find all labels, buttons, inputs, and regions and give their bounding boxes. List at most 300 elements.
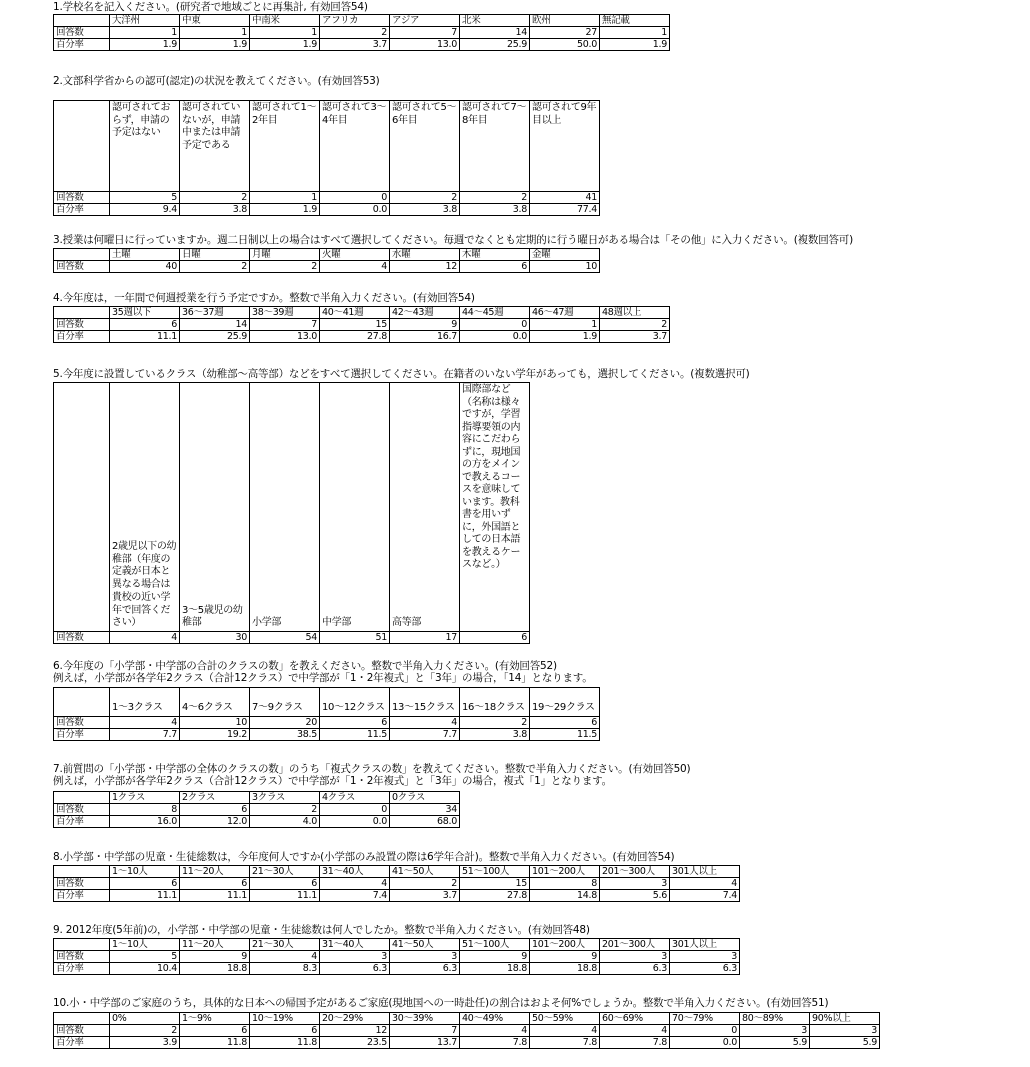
question-9-title	[53, 924, 590, 936]
table-cell: 13.7	[390, 1037, 460, 1049]
column-header: 21～30人	[250, 939, 320, 951]
table-cell: 7.4	[320, 890, 390, 902]
column-header: 10～19%	[250, 1013, 320, 1025]
column-header: 36～37週	[180, 307, 250, 319]
table-cell: 11.1	[250, 890, 320, 902]
column-header: 40～41週	[320, 307, 390, 319]
table-cell: 5.9	[740, 1037, 810, 1049]
column-header: 19～29クラス	[530, 688, 600, 717]
column-header: 44～45週	[460, 307, 530, 319]
table-cell: 13.0	[390, 39, 460, 51]
question-1-title	[53, 1, 368, 13]
table-cell: 6.3	[390, 963, 460, 975]
question-2-title	[53, 75, 380, 87]
row-label: 百分率	[54, 816, 110, 828]
table-row	[54, 331, 670, 343]
table-cell: 0.0	[320, 204, 390, 216]
column-header: アジア	[390, 15, 460, 27]
table-cell: 5	[110, 192, 180, 204]
table-row	[54, 816, 460, 828]
table-cell: 1.9	[250, 204, 320, 216]
row-label: 百分率	[54, 331, 110, 343]
table-cell: 2	[460, 717, 530, 729]
question-9-table	[53, 938, 740, 975]
column-header: 認可されて7～8年目	[460, 101, 530, 192]
question-5-table	[53, 382, 530, 644]
corner-cell	[54, 249, 110, 261]
question-1-table	[53, 14, 670, 51]
corner-cell	[54, 15, 110, 27]
table-cell: 9	[530, 951, 600, 963]
table-cell: 3	[390, 951, 460, 963]
table-header-row	[54, 101, 600, 192]
column-header: 高等部	[390, 383, 460, 632]
table-cell: 7	[390, 27, 460, 39]
question-title: 8.小学部・中学部の児童・生徒総数は，今年度何人ですか(小学部のみ設置の際は6学年合計)。整数で半角入力ください。(有効回答54)	[53, 851, 675, 863]
table-row	[54, 890, 740, 902]
column-header: 小学部	[250, 383, 320, 632]
table-cell: 0	[460, 319, 530, 331]
row-label: 回答数	[54, 951, 110, 963]
table-cell: 8	[530, 878, 600, 890]
row-label: 回答数	[54, 192, 110, 204]
table-cell: 3	[810, 1025, 880, 1037]
column-header: 日曜	[180, 249, 250, 261]
column-header: 301人以上	[670, 866, 740, 878]
table-cell: 54	[250, 632, 320, 644]
table-cell: 2	[390, 878, 460, 890]
column-header: 認可されて3～4年目	[320, 101, 390, 192]
table-cell: 38.5	[250, 729, 320, 741]
table-cell: 8.3	[250, 963, 320, 975]
corner-cell	[54, 101, 110, 192]
table-cell: 6	[320, 717, 390, 729]
column-header: 国際部など（名称は様々ですが，学習指導要領の内容にこだわらずに，現地国の方をメインで教えるコースを意味しています。教科書を用いずに，外国語としての日本語を教えるケースなど。）	[460, 383, 530, 632]
column-header: 50～59%	[530, 1013, 600, 1025]
table-cell: 3.8	[460, 204, 530, 216]
table-cell: 12	[390, 261, 460, 273]
table-cell: 0.0	[320, 816, 390, 828]
table-row	[54, 1025, 880, 1037]
table-cell: 2	[460, 192, 530, 204]
table-cell: 1	[110, 27, 180, 39]
table-cell: 1.9	[110, 39, 180, 51]
table-row	[54, 729, 600, 741]
table-cell: 11.1	[110, 890, 180, 902]
row-label: 回答数	[54, 319, 110, 331]
table-cell: 10.4	[110, 963, 180, 975]
row-label: 回答数	[54, 632, 110, 644]
table-row	[54, 261, 600, 273]
table-cell: 0.0	[670, 1037, 740, 1049]
table-cell: 3.8	[460, 729, 530, 741]
table-cell: 6.3	[670, 963, 740, 975]
row-label: 回答数	[54, 717, 110, 729]
question-example: 例えば，小学部が各学年2クラス（合計12クラス）で中学部が「1・2年複式」と「3年」の場合，複式「1」となります。	[53, 775, 612, 787]
table-cell: 1.9	[250, 39, 320, 51]
table-cell: 3.7	[320, 39, 390, 51]
column-header: 金曜	[530, 249, 600, 261]
column-header: 1～3クラス	[110, 688, 180, 717]
table-cell: 4	[110, 717, 180, 729]
question-2-table	[53, 100, 600, 216]
column-header: 月曜	[250, 249, 320, 261]
table-cell: 25.9	[180, 331, 250, 343]
row-label: 回答数	[54, 27, 110, 39]
table-cell: 9	[390, 319, 460, 331]
table-cell: 6	[250, 1025, 320, 1037]
corner-cell	[54, 688, 110, 717]
column-header: 無記載	[600, 15, 670, 27]
question-4-title	[53, 292, 475, 304]
table-cell: 27.8	[460, 890, 530, 902]
table-cell: 2	[250, 804, 320, 816]
column-header: 大洋州	[110, 15, 180, 27]
table-cell: 14	[460, 27, 530, 39]
column-header: 2歳児以下の幼稚部（年度の定義が日本と異なる場合は貴校の近い学年で回答ください）	[110, 383, 180, 632]
column-header: 51～100人	[460, 939, 530, 951]
table-cell: 0	[320, 192, 390, 204]
corner-cell	[54, 792, 110, 804]
table-cell: 18.8	[530, 963, 600, 975]
table-cell: 2	[250, 261, 320, 273]
table-header-row	[54, 688, 600, 717]
column-header: 201～300人	[600, 866, 670, 878]
column-header: 火曜	[320, 249, 390, 261]
table-cell: 4	[320, 261, 390, 273]
table-cell: 4	[530, 1025, 600, 1037]
table-cell: 3.7	[600, 331, 670, 343]
column-header: 101～200人	[530, 866, 600, 878]
question-5-title	[53, 368, 750, 380]
table-cell: 3.8	[390, 204, 460, 216]
question-title: 9. 2012年度(5年前)の，小学部・中学部の児童・生徒総数は何人でしたか。整数で半角入力ください。(有効回答48)	[53, 924, 590, 936]
table-header-row	[54, 249, 600, 261]
table-cell: 51	[320, 632, 390, 644]
table-cell: 3.9	[110, 1037, 180, 1049]
table-row	[54, 632, 530, 644]
table-cell: 6	[110, 319, 180, 331]
table-cell: 13.0	[250, 331, 320, 343]
table-cell: 9	[460, 951, 530, 963]
column-header: 1～9%	[180, 1013, 250, 1025]
table-row	[54, 39, 670, 51]
table-cell: 4.0	[250, 816, 320, 828]
table-cell: 27.8	[320, 331, 390, 343]
table-cell: 6	[180, 878, 250, 890]
table-row	[54, 963, 740, 975]
column-header: 北米	[460, 15, 530, 27]
column-header: 認可されておらず，申請の予定はない	[110, 101, 180, 192]
table-cell: 4	[320, 878, 390, 890]
table-cell: 3	[600, 878, 670, 890]
table-row	[54, 192, 600, 204]
table-header-row	[54, 939, 740, 951]
question-7-title	[53, 763, 690, 787]
table-cell: 11.5	[530, 729, 600, 741]
table-cell: 0.0	[460, 331, 530, 343]
column-header: 3クラス	[250, 792, 320, 804]
table-cell: 14.8	[530, 890, 600, 902]
table-cell: 14	[180, 319, 250, 331]
column-header: 中南米	[250, 15, 320, 27]
question-title: 1.学校名を記入ください。(研究者で地域ごとに再集計, 有効回答54)	[53, 1, 368, 13]
table-cell: 9	[180, 951, 250, 963]
table-cell: 40	[110, 261, 180, 273]
question-title: 3.授業は何曜日に行っていますか。週二日制以上の場合はすべて選択してください。毎週でなくとも定期的に行う曜日がある場合は「その他」に入力ください。(複数回答可)	[53, 234, 853, 246]
question-title: 5.今年度に設置しているクラス（幼稚部～高等部）などをすべて選択してください。在籍者のいない学年があっても，選択してください。(複数選択可)	[53, 368, 750, 380]
row-label: 百分率	[54, 1037, 110, 1049]
table-cell: 12.0	[180, 816, 250, 828]
question-title: 6.今年度の「小学部・中学部の合計のクラスの数」を教えください。整数で半角入力ください。(有効回答52)	[53, 660, 557, 672]
column-header: 1～10人	[110, 939, 180, 951]
table-header-row	[54, 866, 740, 878]
table-cell: 20	[250, 717, 320, 729]
table-row	[54, 319, 670, 331]
table-row	[54, 951, 740, 963]
column-header: 31～40人	[320, 866, 390, 878]
table-cell: 2	[110, 1025, 180, 1037]
table-cell: 6.3	[320, 963, 390, 975]
question-8-title	[53, 851, 674, 863]
table-cell: 7.8	[530, 1037, 600, 1049]
row-label: 回答数	[54, 804, 110, 816]
table-cell: 1	[530, 319, 600, 331]
row-label: 百分率	[54, 204, 110, 216]
question-4-table	[53, 306, 670, 343]
table-header-row	[54, 383, 530, 632]
table-cell: 1	[250, 192, 320, 204]
column-header: 11～20人	[180, 866, 250, 878]
table-cell: 7.7	[390, 729, 460, 741]
table-cell: 25.9	[460, 39, 530, 51]
table-cell: 7.4	[670, 890, 740, 902]
table-cell: 2	[390, 192, 460, 204]
table-cell: 17	[390, 632, 460, 644]
table-cell: 0	[670, 1025, 740, 1037]
table-cell: 4	[460, 1025, 530, 1037]
question-6-table	[53, 687, 600, 741]
table-cell: 34	[390, 804, 460, 816]
corner-cell	[54, 383, 110, 632]
column-header: 1クラス	[110, 792, 180, 804]
table-row	[54, 204, 600, 216]
table-cell: 2	[180, 192, 250, 204]
column-header: 90%以上	[810, 1013, 880, 1025]
table-cell: 3	[320, 951, 390, 963]
column-header: 80～89%	[740, 1013, 810, 1025]
table-cell: 7.8	[600, 1037, 670, 1049]
table-cell: 1.9	[180, 39, 250, 51]
column-header: 認可されていないが，申請中または申請予定である	[180, 101, 250, 192]
column-header: 1～10人	[110, 866, 180, 878]
column-header: 4クラス	[320, 792, 390, 804]
table-cell: 9.4	[110, 204, 180, 216]
column-header: 7～9クラス	[250, 688, 320, 717]
table-cell: 27	[530, 27, 600, 39]
column-header: 土曜	[110, 249, 180, 261]
table-cell: 6	[460, 261, 530, 273]
table-cell: 10	[530, 261, 600, 273]
table-cell: 30	[180, 632, 250, 644]
question-example: 例えば，小学部が各学年2クラス（合計12クラス）で中学部が「1・2年複式」と「3年」の場合，「14」となります。	[53, 672, 593, 684]
table-cell: 77.4	[530, 204, 600, 216]
table-cell: 3	[740, 1025, 810, 1037]
table-cell: 3	[600, 951, 670, 963]
table-row	[54, 878, 740, 890]
column-header: 46～47週	[530, 307, 600, 319]
column-header: 13～15クラス	[390, 688, 460, 717]
column-header: 4～6クラス	[180, 688, 250, 717]
column-header: 35週以下	[110, 307, 180, 319]
column-header: 10～12クラス	[320, 688, 390, 717]
table-cell: 2	[320, 27, 390, 39]
column-header: 認可されて9年目以上	[530, 101, 600, 192]
column-header: 16～18クラス	[460, 688, 530, 717]
table-cell: 7	[250, 319, 320, 331]
table-cell: 1	[180, 27, 250, 39]
table-cell: 1.9	[530, 331, 600, 343]
table-cell: 2	[600, 319, 670, 331]
table-cell: 68.0	[390, 816, 460, 828]
table-cell: 11.1	[180, 890, 250, 902]
table-row	[54, 804, 460, 816]
table-cell: 6	[460, 632, 530, 644]
table-cell: 4	[390, 717, 460, 729]
table-cell: 5.9	[810, 1037, 880, 1049]
column-header: 認可されて1～2年目	[250, 101, 320, 192]
table-cell: 8	[110, 804, 180, 816]
column-header: 中学部	[320, 383, 390, 632]
row-label: 百分率	[54, 963, 110, 975]
question-10-table	[53, 1012, 880, 1049]
table-cell: 2	[180, 261, 250, 273]
column-header: 水曜	[390, 249, 460, 261]
table-row	[54, 27, 670, 39]
corner-cell	[54, 1013, 110, 1025]
column-header: 0%	[110, 1013, 180, 1025]
column-header: 70～79%	[670, 1013, 740, 1025]
table-cell: 11.8	[250, 1037, 320, 1049]
table-cell: 4	[670, 878, 740, 890]
question-title: 7.前質問の「小学部・中学部の全体のクラスの数」のうち「複式クラスの数」を教えてください。整数で半角入力ください。(有効回答50)	[53, 763, 691, 775]
column-header: 2クラス	[180, 792, 250, 804]
table-cell: 1	[600, 27, 670, 39]
column-header: 木曜	[460, 249, 530, 261]
column-header: 101～200人	[530, 939, 600, 951]
table-cell: 16.0	[110, 816, 180, 828]
table-cell: 3	[670, 951, 740, 963]
column-header: 301人以上	[670, 939, 740, 951]
column-header: 201～300人	[600, 939, 670, 951]
table-cell: 0	[320, 804, 390, 816]
table-cell: 10	[180, 717, 250, 729]
table-header-row	[54, 307, 670, 319]
column-header: 42～43週	[390, 307, 460, 319]
column-header: 欧州	[530, 15, 600, 27]
column-header: 38～39週	[250, 307, 320, 319]
corner-cell	[54, 939, 110, 951]
column-header: 41～50人	[390, 939, 460, 951]
corner-cell	[54, 866, 110, 878]
column-header: 3～5歳児の幼稚部	[180, 383, 250, 632]
table-header-row	[54, 1013, 880, 1025]
table-cell: 7	[390, 1025, 460, 1037]
table-cell: 6	[180, 804, 250, 816]
column-header: 11～20人	[180, 939, 250, 951]
column-header: 認可されて5～6年目	[390, 101, 460, 192]
column-header: 51～100人	[460, 866, 530, 878]
column-header: 20～29%	[320, 1013, 390, 1025]
table-cell: 6	[530, 717, 600, 729]
table-cell: 12	[320, 1025, 390, 1037]
table-row	[54, 717, 600, 729]
row-label: 百分率	[54, 890, 110, 902]
table-cell: 3.8	[180, 204, 250, 216]
table-header-row	[54, 15, 670, 27]
row-label: 回答数	[54, 878, 110, 890]
column-header: アフリカ	[320, 15, 390, 27]
table-cell: 1	[250, 27, 320, 39]
row-label: 百分率	[54, 39, 110, 51]
question-8-table	[53, 865, 740, 902]
table-cell: 6	[180, 1025, 250, 1037]
column-header: 48週以上	[600, 307, 670, 319]
table-cell: 23.5	[320, 1037, 390, 1049]
table-cell: 4	[110, 632, 180, 644]
table-cell: 16.7	[390, 331, 460, 343]
table-row	[54, 1037, 880, 1049]
column-header: 31～40人	[320, 939, 390, 951]
question-title: 10.小・中学部のご家庭のうち，具体的な日本への帰国予定があるご家庭(現地国への一時赴任)の割合はおよそ何%でしょうか。整数で半角入力ください。(有効回答51)	[53, 997, 829, 1009]
table-cell: 6.3	[600, 963, 670, 975]
table-cell: 18.8	[460, 963, 530, 975]
table-header-row	[54, 792, 460, 804]
question-3-title	[53, 234, 853, 246]
question-6-title	[53, 660, 593, 684]
column-header: 41～50人	[390, 866, 460, 878]
question-title: 2.文部科学省からの認可(認定)の状況を教えてください。(有効回答53)	[53, 75, 380, 87]
table-cell: 1.9	[600, 39, 670, 51]
row-label: 回答数	[54, 1025, 110, 1037]
column-header: 40～49%	[460, 1013, 530, 1025]
corner-cell	[54, 307, 110, 319]
question-7-table	[53, 791, 460, 828]
table-cell: 11.5	[320, 729, 390, 741]
question-title: 4.今年度は，一年間で何週授業を行う予定ですか。整数で半角入力ください。(有効回答54)	[53, 292, 475, 304]
table-cell: 15	[460, 878, 530, 890]
question-3-table	[53, 248, 600, 273]
table-cell: 6	[250, 878, 320, 890]
row-label: 回答数	[54, 261, 110, 273]
table-cell: 41	[530, 192, 600, 204]
column-header: 30～39%	[390, 1013, 460, 1025]
table-cell: 6	[110, 878, 180, 890]
table-cell: 19.2	[180, 729, 250, 741]
column-header: 60～69%	[600, 1013, 670, 1025]
column-header: 中東	[180, 15, 250, 27]
column-header: 0クラス	[390, 792, 460, 804]
question-10-title	[53, 997, 828, 1009]
table-cell: 4	[600, 1025, 670, 1037]
table-cell: 5	[110, 951, 180, 963]
table-cell: 5.6	[600, 890, 670, 902]
table-cell: 3.7	[390, 890, 460, 902]
table-cell: 7.8	[460, 1037, 530, 1049]
table-cell: 50.0	[530, 39, 600, 51]
table-cell: 18.8	[180, 963, 250, 975]
table-cell: 11.1	[110, 331, 180, 343]
